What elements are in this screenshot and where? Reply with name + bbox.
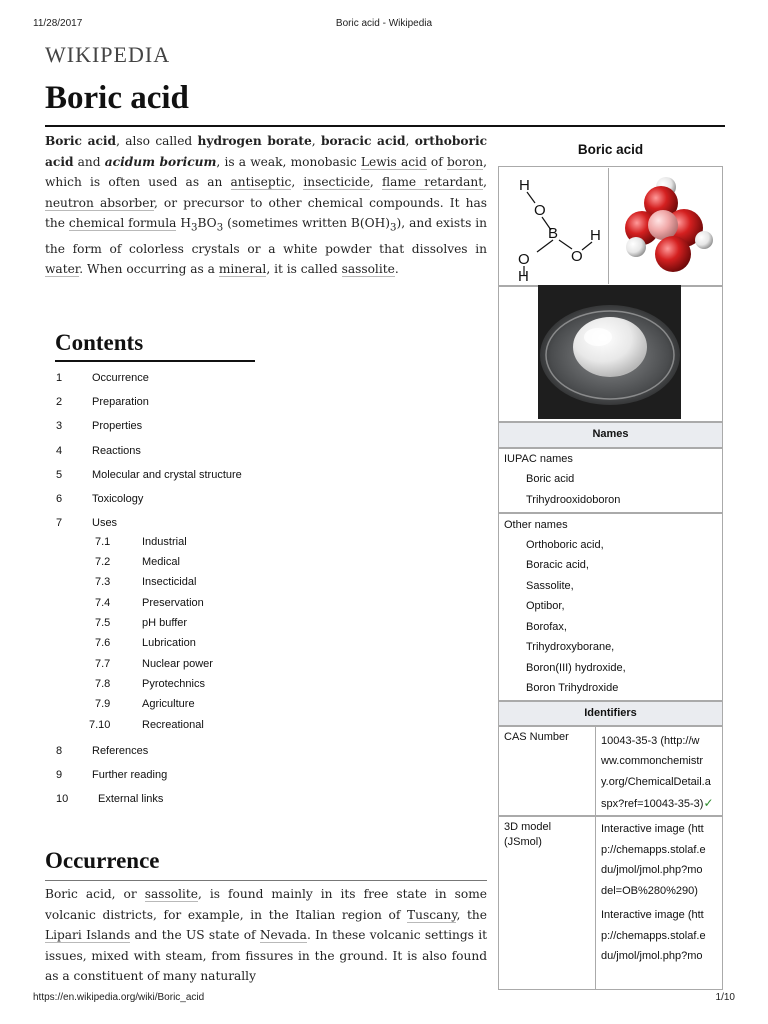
toc-number: 6 (56, 493, 63, 505)
cas-number-label: CAS Number (504, 731, 569, 743)
link-lipari-islands[interactable]: Lipari Islands (45, 928, 131, 942)
print-page-number: 1/10 (715, 992, 735, 1003)
other-name: Boron Trihydroxide (526, 682, 619, 694)
intro-paragraph: Boric acid, also called hydrogen borate, boracic acid, orthoboric acid and acidum boricum, is a weak, monobasic Lewis acid of boron, which is often used as an antiseptic, insecticide, flame retardant, neutron absorber, or precursor to other chemical compounds. It has the chemical formula $H_3BO_3$ (sometimes written $B(OH)_3$), and exists in the form of colorless crystals or a white powder that dissolves in water. When occurring as a mineral, it is called sassolite. (45, 134, 488, 277)
model-label: (JSmol) (504, 836, 542, 848)
other-name: Boron(III) hydroxide, (526, 662, 626, 674)
link-mineral[interactable]: mineral (218, 262, 267, 277)
toc-item[interactable]: Preparation (92, 396, 149, 408)
print-date: 11/28/2017 (33, 18, 83, 29)
toc-item[interactable]: Occurrence (92, 372, 149, 384)
verified-check-icon: ✓ (703, 796, 714, 810)
cas-number-link[interactable]: y.org/ChemicalDetail.a (601, 776, 711, 788)
other-name: Optibor, (526, 600, 565, 612)
toc-subnumber: 7.5 (95, 617, 111, 629)
toc-number: 10 (56, 793, 69, 805)
interactive-image-link[interactable]: Interactive image (htt (601, 909, 704, 921)
toc-subitem[interactable]: Preservation (142, 597, 204, 609)
toc-number: 4 (56, 445, 63, 457)
atom-label: O (534, 202, 546, 219)
contents-title: Contents (55, 330, 144, 355)
link-insecticide[interactable]: insecticide (303, 175, 370, 189)
link-flame-retardant[interactable]: flame retardant (381, 175, 484, 189)
toc-item[interactable]: External links (98, 793, 164, 805)
toc-item[interactable]: Molecular and crystal structure (92, 469, 242, 481)
iupac-name: Trihydrooxidoboron (526, 494, 621, 506)
toc-subitem[interactable]: pH buffer (142, 617, 188, 629)
toc-subitem[interactable]: Industrial (142, 536, 187, 548)
toc-subnumber: 7.7 (95, 658, 111, 670)
interactive-image-link[interactable]: del=OB%280%290) (601, 885, 698, 897)
toc-subnumber: 7.4 (95, 597, 111, 609)
structural-formula-image[interactable] (503, 170, 607, 282)
atom-label: H (519, 177, 530, 194)
toc-subitem[interactable]: Nuclear power (142, 658, 213, 670)
other-name: Borofax, (526, 621, 567, 633)
toc-subnumber: 7.10 (89, 719, 111, 731)
toc-subitem[interactable]: Recreational (142, 719, 204, 731)
title-divider (45, 125, 725, 127)
print-url: https://en.wikipedia.org/wiki/Boric_acid (33, 992, 205, 1003)
toc-number: 3 (56, 420, 63, 432)
cas-number-link[interactable]: ww.commonchemistr (601, 755, 704, 767)
toc-subnumber: 7.8 (95, 678, 111, 690)
print-title: Boric acid - Wikipedia (335, 18, 433, 29)
toc-subitem[interactable]: Medical (142, 556, 180, 568)
toc-number: 7 (56, 517, 63, 529)
toc-subnumber: 7.3 (95, 576, 111, 588)
toc-number: 8 (56, 745, 63, 757)
model-label: 3D model (504, 821, 552, 833)
toc-item[interactable]: References (92, 745, 149, 757)
toc-subnumber: 7.6 (95, 637, 111, 649)
toc-subitem[interactable]: Agriculture (142, 698, 195, 710)
iupac-name: Boric acid (526, 473, 575, 485)
infobox (498, 130, 723, 990)
link-boron[interactable]: boron (446, 154, 484, 169)
iupac-names-label: IUPAC names (504, 453, 573, 465)
cas-number-link[interactable]: spx?ref=10043-35-3)✓ (601, 796, 714, 810)
identifiers-header: Identifiers (584, 707, 637, 719)
link-nevada[interactable]: Nevada (259, 928, 307, 942)
toc-item[interactable]: Further reading (92, 769, 168, 781)
toc-number: 5 (56, 469, 63, 481)
atom-label: B (548, 225, 559, 242)
toc-number: 1 (56, 372, 63, 384)
toc-subitem[interactable]: Insecticidal (142, 576, 197, 588)
atom-label: O (518, 251, 530, 268)
toc-number: 9 (56, 769, 63, 781)
interactive-image-link[interactable]: Interactive image (htt (601, 823, 704, 835)
model-value-cell (595, 816, 723, 990)
link-antiseptic[interactable]: antiseptic (230, 175, 292, 189)
structure-divider (608, 168, 609, 284)
section-heading-occurrence: Occurrence (45, 848, 160, 873)
space-filling-model-image[interactable] (616, 170, 716, 282)
other-name: Sassolite, (526, 580, 574, 592)
toc-subnumber: 7.1 (95, 536, 111, 548)
cas-number-link[interactable]: 10043-35-3 (http://w (601, 735, 700, 747)
contents-divider (55, 360, 255, 362)
toc-subitem[interactable]: Lubrication (142, 637, 196, 649)
interactive-image-link[interactable]: p://chemapps.stolaf.e (601, 930, 706, 942)
atom-label: O (571, 248, 583, 265)
link-water[interactable]: water (45, 262, 80, 277)
toc-subitem[interactable]: Pyrotechnics (142, 678, 205, 690)
other-names-label: Other names (504, 519, 568, 531)
other-name: Trihydroxyborane, (526, 641, 615, 653)
link-lewis-acid[interactable]: Lewis acid (360, 154, 427, 169)
link-chemical-formula[interactable]: chemical formula (68, 216, 177, 230)
interactive-image-link[interactable]: du/jmol/jmol.php?mo (601, 950, 703, 962)
other-name: Boracic acid, (526, 559, 589, 571)
infobox-title: Boric acid (577, 142, 644, 157)
toc-item[interactable]: Reactions (92, 445, 141, 457)
other-name: Orthoboric acid, (526, 539, 604, 551)
toc-subnumber: 7.9 (95, 698, 111, 710)
link-neutron-absorber[interactable]: neutron absorber (45, 195, 154, 210)
boric-acid-photo[interactable] (538, 285, 681, 419)
toc-number: 2 (56, 396, 63, 408)
wikipedia-logo[interactable]: WIKIPEDIA (45, 42, 171, 67)
page-title: Boric acid (45, 80, 189, 116)
names-header: Names (592, 428, 629, 440)
occurrence-paragraph: Boric acid, or sassolite, is found mainly in its free state in some volcanic districts, for example, in the Italian region of Tuscany, the Lipari Islands and the US state of Nevada. In these volcanic settings it issues, mixed with steam, from fissures in the ground. It is also found as a constituent of many naturally (45, 887, 488, 983)
toc-item[interactable]: Properties (92, 420, 143, 432)
atom-label: H (590, 227, 601, 244)
link-sassolite[interactable]: sassolite (144, 887, 198, 901)
toc-subnumber: 7.2 (95, 556, 111, 568)
atom-label: H (518, 268, 529, 282)
toc-item[interactable]: Uses (92, 517, 118, 529)
section-divider (45, 880, 487, 881)
interactive-image-link[interactable]: du/jmol/jmol.php?mo (601, 864, 703, 876)
toc-item[interactable]: Toxicology (92, 493, 144, 505)
link-sassolite[interactable]: sassolite (341, 262, 395, 277)
interactive-image-link[interactable]: p://chemapps.stolaf.e (601, 844, 706, 856)
link-tuscany[interactable]: Tuscany (407, 907, 457, 922)
